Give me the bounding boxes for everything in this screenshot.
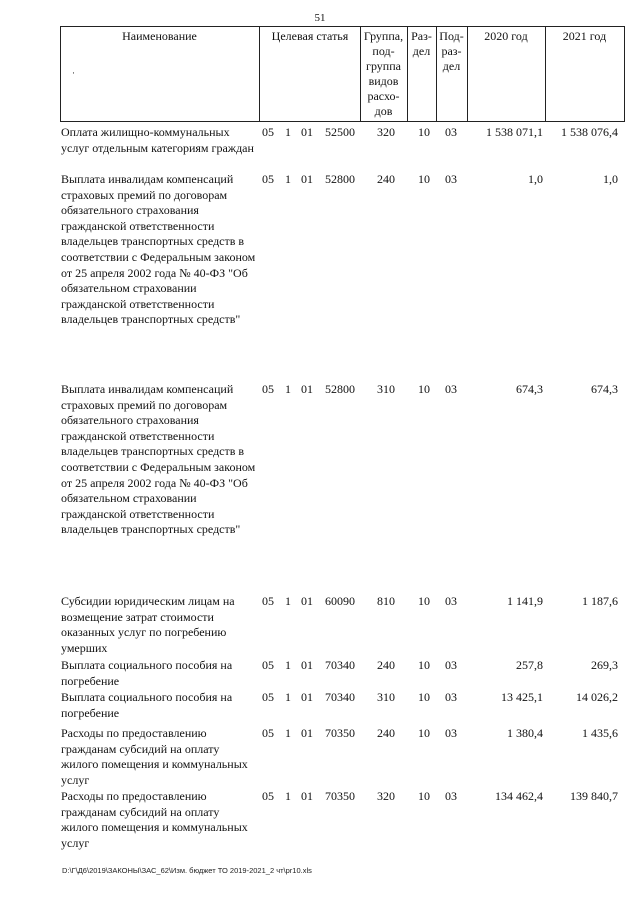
code-part-2: 1 — [285, 172, 291, 186]
code-part-1: 05 — [262, 690, 274, 704]
section-code: 10 — [418, 125, 430, 139]
code-part-4: 52500 — [325, 125, 355, 139]
section-code: 10 — [418, 382, 430, 396]
code-part-1: 05 — [262, 658, 274, 672]
file-path-footer: D:\Г\Д6\2019\ЗАКОНЫ\ЗАС_62\Изм. бюджет ТО 2019-2021_2 чт\pr10.xls — [62, 866, 312, 875]
code-part-3: 01 — [301, 382, 313, 396]
group-code: 320 — [377, 125, 395, 139]
subsection-code: 03 — [445, 382, 457, 396]
header-target: Целевая статья — [271, 29, 349, 43]
subsection-code: 03 — [445, 125, 457, 139]
code-part-2: 1 — [285, 382, 291, 396]
group-code: 310 — [377, 382, 395, 396]
code-part-2: 1 — [285, 658, 291, 672]
code-part-1: 05 — [262, 594, 274, 608]
row-name: Расходы по предоставлению гражданам субсидий на оплату жилого помещения и коммунальных услуг — [61, 789, 248, 850]
header-group: Группа, под- группа видов расхо- дов — [363, 29, 404, 118]
value-2020: 1 538 071,1 — [486, 125, 543, 139]
value-2021: 1 538 076,4 — [561, 125, 618, 139]
value-2020: 1 141,9 — [507, 594, 543, 608]
value-2021: 14 026,2 — [576, 690, 618, 704]
value-2021: 269,3 — [591, 658, 618, 672]
value-2020: 134 462,4 — [495, 789, 543, 803]
code-part-3: 01 — [301, 690, 313, 704]
table-header — [60, 26, 625, 122]
row-name: Выплата инвалидам компенсаций страховых премий по договорам обязательного страхования гражданской ответственности владельцев транспортных средств в соответствии с Федеральным законом от 25 апреля 2002 года № 40-ФЗ "Об обязательном страховании гражданской ответственности владельцев транспортных средств" — [61, 382, 256, 537]
value-2020: 674,3 — [516, 382, 543, 396]
code-part-4: 70350 — [325, 789, 355, 803]
value-2021: 1,0 — [603, 172, 618, 186]
subsection-code: 03 — [445, 172, 457, 186]
value-2020: 1,0 — [528, 172, 543, 186]
code-part-2: 1 — [285, 789, 291, 803]
code-part-1: 05 — [262, 789, 274, 803]
code-part-3: 01 — [301, 658, 313, 672]
subsection-code: 03 — [445, 690, 457, 704]
header-mark: · — [72, 68, 75, 78]
row-name: Оплата жилищно-коммунальных услуг отдельным категориям граждан — [61, 125, 254, 155]
code-part-2: 1 — [285, 594, 291, 608]
group-code: 310 — [377, 690, 395, 704]
code-part-3: 01 — [301, 789, 313, 803]
code-part-1: 05 — [262, 172, 274, 186]
value-2021: 1 435,6 — [582, 726, 618, 740]
code-part-1: 05 — [262, 125, 274, 139]
subsection-code: 03 — [445, 658, 457, 672]
code-part-4: 60090 — [325, 594, 355, 608]
group-code: 810 — [377, 594, 395, 608]
header-name: Наименование — [122, 29, 197, 43]
group-code: 240 — [377, 726, 395, 740]
group-code: 240 — [377, 658, 395, 672]
code-part-1: 05 — [262, 382, 274, 396]
page-number: 51 — [314, 12, 326, 24]
group-code: 240 — [377, 172, 395, 186]
code-part-4: 52800 — [325, 172, 355, 186]
subsection-code: 03 — [445, 726, 457, 740]
group-code: 320 — [377, 789, 395, 803]
section-code: 10 — [418, 172, 430, 186]
section-code: 10 — [418, 690, 430, 704]
section-code: 10 — [418, 726, 430, 740]
header-section: Раз- дел — [411, 29, 432, 58]
code-part-2: 1 — [285, 726, 291, 740]
value-2020: 1 380,4 — [507, 726, 543, 740]
subsection-code: 03 — [445, 594, 457, 608]
code-part-4: 52800 — [325, 382, 355, 396]
value-2021: 1 187,6 — [582, 594, 618, 608]
code-part-4: 70350 — [325, 726, 355, 740]
header-2020: 2020 год — [484, 29, 528, 43]
code-part-4: 70340 — [325, 658, 355, 672]
code-part-2: 1 — [285, 690, 291, 704]
section-code: 10 — [418, 594, 430, 608]
code-part-3: 01 — [301, 726, 313, 740]
header-subsection: Под- раз- дел — [439, 29, 464, 73]
code-part-3: 01 — [301, 594, 313, 608]
value-2020: 257,8 — [516, 658, 543, 672]
code-part-4: 70340 — [325, 690, 355, 704]
code-part-2: 1 — [285, 125, 291, 139]
section-code: 10 — [418, 658, 430, 672]
header-2021: 2021 год — [562, 29, 607, 43]
code-part-1: 05 — [262, 726, 274, 740]
subsection-code: 03 — [445, 789, 457, 803]
row-name: Расходы по предоставлению гражданам субсидий на оплату жилого помещения и коммунальных услуг — [61, 726, 248, 787]
row-name: Выплата социального пособия на погребение — [61, 690, 233, 720]
row-name: Выплата социального пособия на погребение — [61, 658, 233, 688]
row-name: Субсидии юридическим лицам на возмещение затрат стоимости оказанных услуг по погребению умерших — [61, 594, 235, 655]
code-part-3: 01 — [301, 125, 313, 139]
section-code: 10 — [418, 789, 430, 803]
row-name: Выплата инвалидам компенсаций страховых премий по договорам обязательного страхования гражданской ответственности владельцев транспортных средств в соответствии с Федеральным законом от 25 апреля 2002 года № 40-ФЗ "Об обязательном страховании гражданской ответственности владельцев транспортных средств" — [61, 172, 256, 327]
value-2021: 674,3 — [591, 382, 618, 396]
value-2020: 13 425,1 — [501, 690, 543, 704]
code-part-3: 01 — [301, 172, 313, 186]
value-2021: 139 840,7 — [570, 789, 618, 803]
